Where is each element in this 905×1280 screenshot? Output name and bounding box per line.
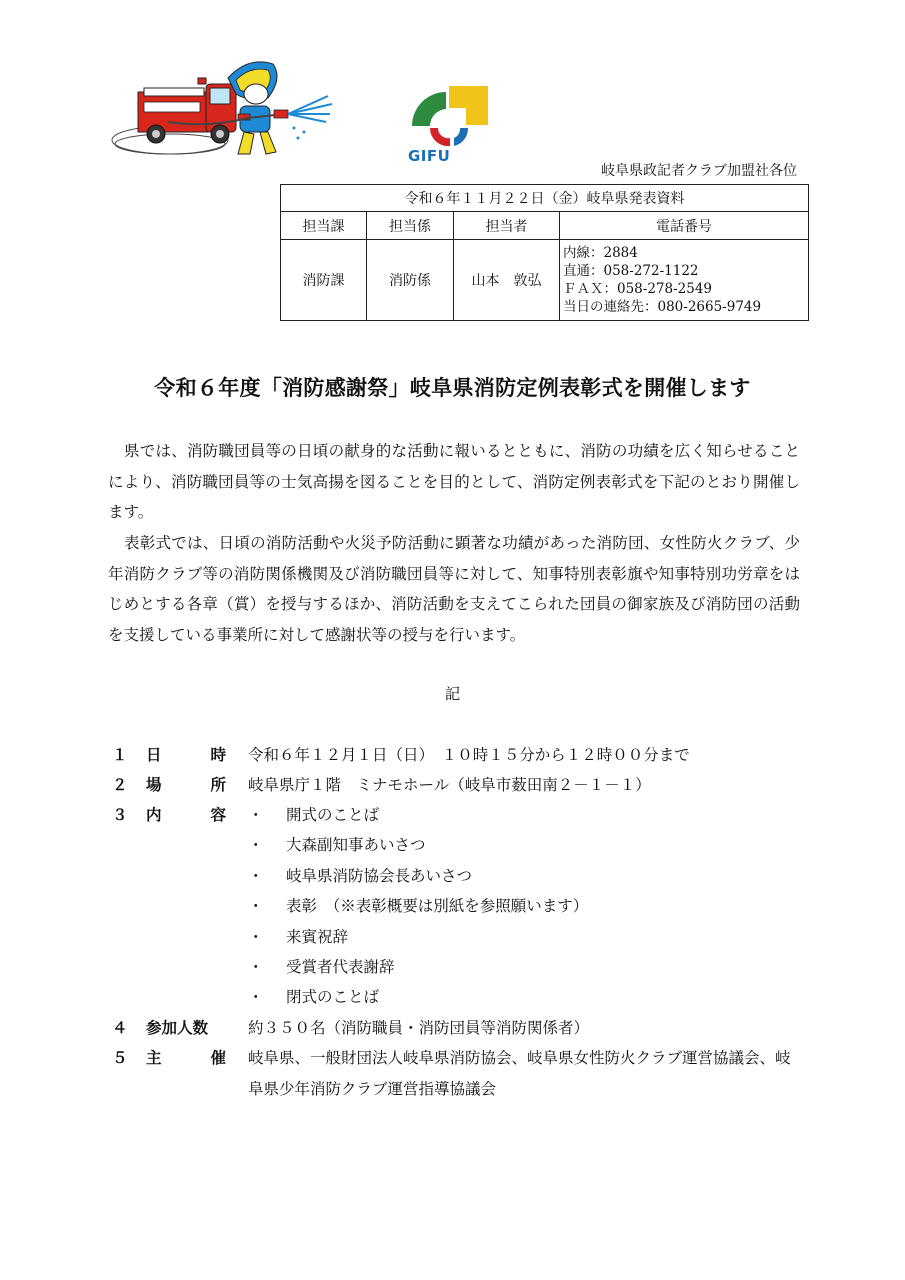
list-item: ・ 受賞者代表謝辞 <box>248 958 395 976</box>
header-phone: 電話番号 <box>560 212 809 240</box>
item-value: 岐阜県庁１階 ミナモホール（岐阜市薮田南２－１－１） <box>248 776 651 794</box>
header-section: 担当係 <box>367 212 454 240</box>
item-value: 約３５０名（消防職員・消防団員等消防関係者） <box>248 1019 590 1037</box>
fire-mascot-illustration <box>108 58 340 163</box>
list-item: ・ 表彰 （※表彰概要は別紙を参照願います） <box>248 897 589 915</box>
item-value: 令和６年１２月１日（日） １０時１５分から１２時００分まで <box>248 746 690 764</box>
item-number: ４ <box>112 1019 128 1037</box>
item-organizer <box>108 1043 808 1105</box>
department-cell: 消防課 <box>281 240 367 321</box>
item-place <box>108 770 808 800</box>
phone-fax: ＦＡＸ：058-278-2549 <box>563 281 713 297</box>
header-department: 担当課 <box>281 212 367 240</box>
item-label: 主 催 <box>146 1049 226 1067</box>
list-item: ・ 閉式のことば <box>248 988 380 1006</box>
item-number: １ <box>112 746 128 764</box>
list-item: ・ 岐阜県消防協会長あいさつ <box>248 867 473 885</box>
page-title: 令和６年度「消防感謝祭」岐阜県消防定例表彰式を開催します <box>154 376 751 400</box>
item-label: 内 容 <box>146 806 226 824</box>
phone-day-of: 当日の連絡先：080-2665-9749 <box>563 299 762 315</box>
phone-direct: 直通：058-272-1122 <box>563 263 699 279</box>
list-item: ・ 大森副知事あいさつ <box>248 836 426 854</box>
contact-table <box>280 184 809 321</box>
person-cell: 山本 敦弘 <box>454 240 560 321</box>
item-number: ２ <box>112 776 128 794</box>
item-value: 岐阜県、一般財団法人岐阜県消防協会、岐阜県女性防火クラブ運営協議会、岐阜県少年消防クラブ運営指導協議会 <box>248 1049 791 1098</box>
item-label: 日 時 <box>146 746 226 764</box>
section-cell: 消防係 <box>367 240 454 321</box>
list-item: ・ 来賓祝辞 <box>248 928 349 946</box>
item-date <box>108 740 808 770</box>
item-label: 場 所 <box>146 776 226 794</box>
header-person: 担当者 <box>454 212 560 240</box>
item-label: 参加人数 <box>146 1019 209 1037</box>
item-participants <box>108 1013 808 1043</box>
ki-heading: 記 <box>444 685 461 703</box>
body-paragraph-1: 県では、消防職団員等の日頃の献身的な活動に報いるとともに、消防の功績を広く知らせることにより、消防職団員等の士気高揚を図ることを目的として、消防定例表彰式を下記のとおり開催します。 <box>108 442 800 521</box>
item-number: ３ <box>112 806 128 824</box>
item-content <box>108 800 808 1020</box>
list-item: ・ 開式のことば <box>248 806 380 824</box>
body-paragraph-2: 表彰式では、日頃の消防活動や火災予防活動に顕著な功績があった消防団、女性防火クラブ、少年消防クラブ等の消防関係機関及び消防職団員等に対して、知事特別表彰旗や知事特別功労章をはじめとする各章（賞）を授与するほか、消防活動を支えてこられた団員の御家族及び消防団の活動を支援している事業所に対して感謝状等の授与を行います。 <box>108 534 800 644</box>
logo-text: GIFU <box>408 147 451 165</box>
recipient-line: 岐阜県政記者クラブ加盟社各位 <box>601 163 797 179</box>
release-date-cell: 令和６年１１月２２日（金）岐阜県発表資料 <box>281 185 809 212</box>
item-number: ５ <box>112 1049 128 1067</box>
phone-extension: 内線：2884 <box>563 245 638 261</box>
phone-cell <box>560 240 809 321</box>
